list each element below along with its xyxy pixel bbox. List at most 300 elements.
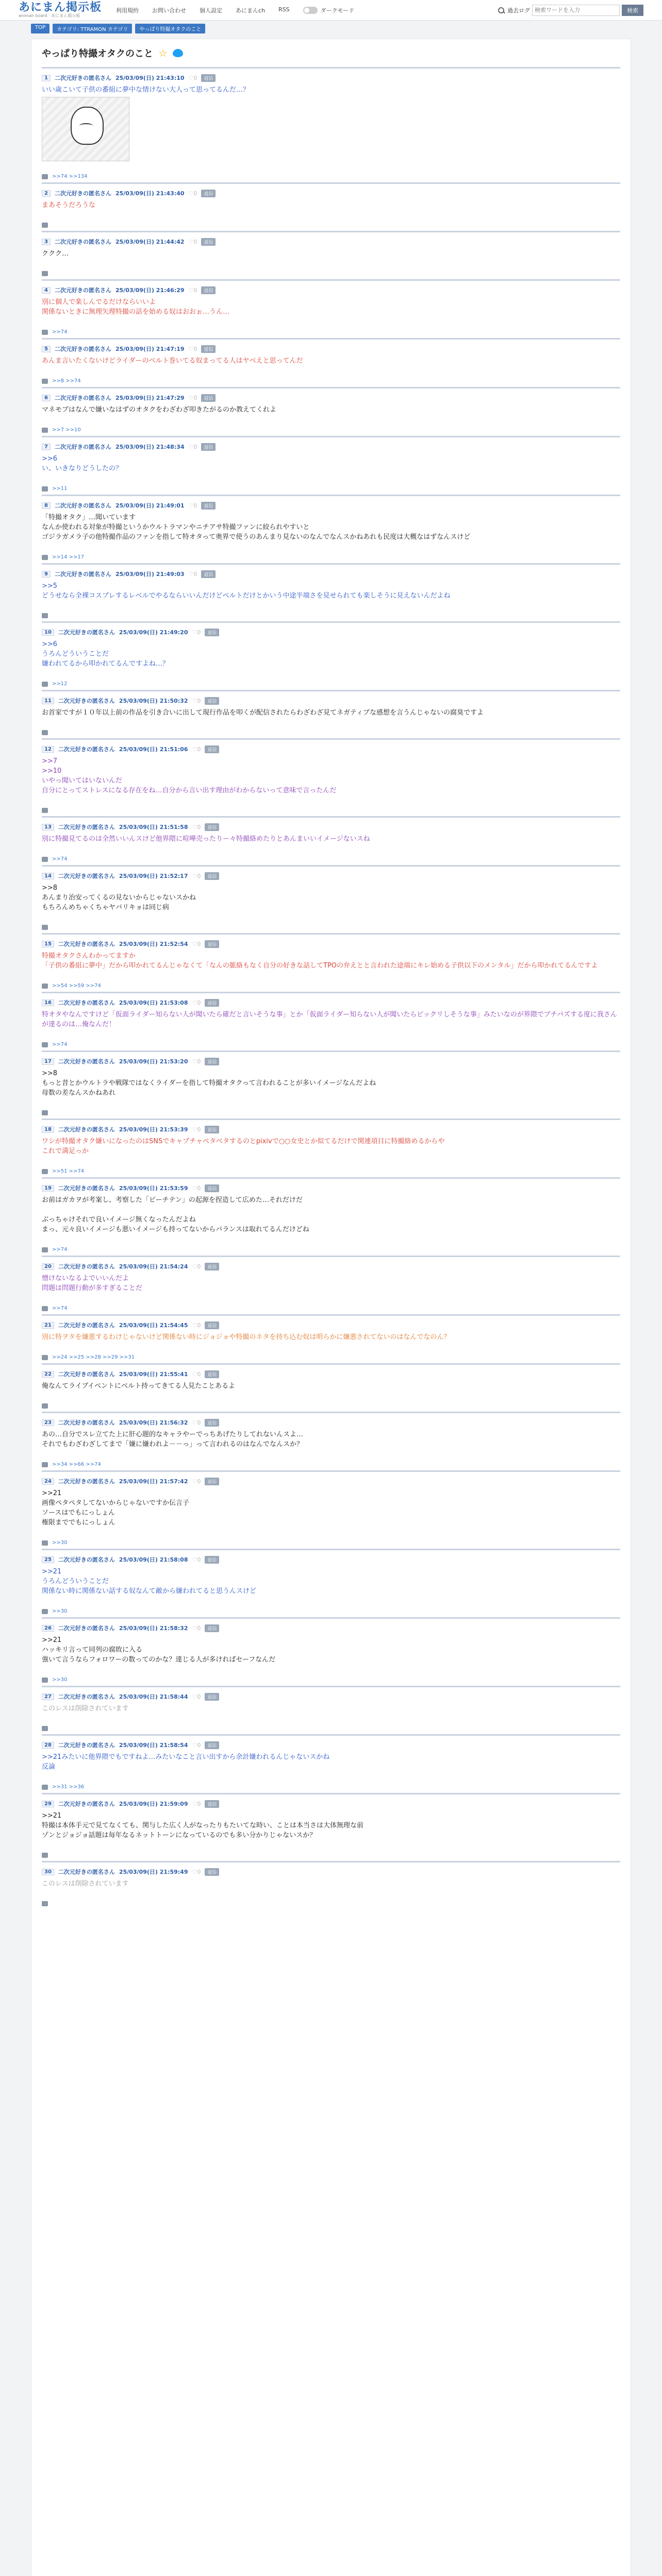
thumb-icon[interactable] (42, 984, 48, 989)
like-count[interactable]: ♡0 (188, 502, 197, 509)
reply-button[interactable]: 返信 (201, 286, 216, 294)
post-body: >>21 画像ペタペタしてないからじゃないですか伝言子 ソースはでもにっしょん 権限まででもにっしょん (42, 1489, 190, 1527)
post-number[interactable]: 16 (42, 999, 54, 1006)
post-number[interactable]: 26 (42, 1625, 54, 1632)
like-count[interactable]: ♡0 (188, 238, 197, 245)
post-body: このレスは削除されています (42, 1705, 129, 1713)
post-footer (42, 1042, 620, 1047)
nav-contact[interactable]: お問い合わせ (152, 7, 187, 14)
search-scope-select[interactable]: 過去ログ (507, 7, 530, 14)
post-body: ワシが特撮オタク嫌いになったのはSNSでキャプチャベタベタするのとpixivで○○女史とか似てるだけで関連項目に特撮絡めるからや これで満足っか (42, 1138, 445, 1155)
like-count[interactable]: ♡0 (188, 394, 197, 401)
reply-links[interactable]: >>74 (52, 1042, 68, 1047)
post-item (42, 621, 620, 690)
post-footer (42, 1247, 620, 1252)
breadcrumb-top[interactable]: TOP (31, 24, 49, 33)
post-item (42, 1363, 620, 1412)
post-body: まあそうだろうな (42, 201, 96, 209)
post-header (42, 1741, 620, 1749)
post-date: 25/03/09(日) 21:43:40 (115, 190, 185, 197)
thumb-icon[interactable] (42, 271, 48, 276)
like-count[interactable]: ♡0 (192, 1868, 201, 1875)
post-item (42, 1412, 620, 1470)
post-body: >>8 あんまり治安ってくるの見ないからじゃないスかね もちろんめちゃくちゃヤバリキョは同じ病 (42, 884, 196, 911)
post-date: 25/03/09(日) 21:52:17 (119, 873, 188, 879)
poster-name: 二次元好きの匿名さん (58, 629, 115, 636)
reply-button[interactable]: 返信 (205, 1058, 219, 1065)
like-count[interactable]: ♡0 (192, 872, 201, 879)
reply-links[interactable]: >>24 >>25 >>28 >>29 >>31 (52, 1354, 135, 1360)
post-item (42, 1177, 620, 1256)
like-count[interactable]: ♡0 (188, 74, 197, 81)
thumb-icon[interactable] (42, 1609, 48, 1614)
like-count[interactable]: ♡0 (192, 1800, 201, 1807)
post-body: 特撮オタクさんわかってますか 「子供の番組に夢中」だから叩かれてるんじゃなくて「なんの脈絡もなく自分の好きな話してTPOの弁えとと言われた途端にキレ始める子供以下のメンタル」だから叩かれてるんですよ (42, 952, 598, 970)
twitter-share-icon[interactable] (173, 49, 183, 57)
post-footer (42, 1110, 620, 1115)
post-number[interactable]: 11 (42, 698, 54, 704)
poster-name: 二次元好きの匿名さん (58, 1322, 115, 1329)
like-count[interactable]: ♡0 (192, 1126, 201, 1133)
post-item (42, 1617, 620, 1686)
breadcrumb-thread[interactable]: やっぱり特撮オタクのこと (135, 24, 205, 33)
post-number[interactable]: 19 (42, 1185, 54, 1192)
post-header (42, 1370, 620, 1378)
poster-name: 二次元好きの匿名さん (58, 1801, 115, 1807)
poster-name: 二次元好きの匿名さん (54, 502, 111, 509)
reply-button[interactable]: 返信 (201, 394, 216, 402)
post-footer (42, 983, 620, 989)
like-count[interactable]: ♡0 (192, 697, 201, 704)
poster-name: 二次元好きの匿名さん (54, 75, 111, 81)
post-date: 25/03/09(日) 21:56:32 (119, 1419, 188, 1426)
post-number[interactable]: 3 (42, 239, 51, 245)
like-count[interactable]: ♡0 (192, 1419, 201, 1426)
post-number[interactable]: 13 (42, 824, 54, 831)
post-header (42, 189, 620, 197)
post-body: >>21 特撮は本体手元で見てなくても、関与した広く人がなったりもたいてな時い、ことは本当さは大体無理な前 ゾンとジョジョ話題は毎年なるネットトーンになっているのでも多い分かりじゃないスか？ (42, 1812, 364, 1839)
reply-links[interactable]: >>74 (52, 1306, 68, 1311)
search-bar (497, 5, 643, 16)
logo-text[interactable]: あにまん掲示板 (19, 1, 102, 14)
reply-links[interactable]: >>51 >>74 (52, 1168, 85, 1174)
like-count[interactable]: ♡0 (192, 1321, 201, 1329)
reply-button[interactable]: 返信 (201, 443, 216, 451)
poster-name: 二次元好きの匿名さん (58, 1185, 115, 1192)
post-footer (42, 1677, 620, 1683)
post-header (42, 697, 620, 705)
site-logo[interactable] (19, 2, 102, 19)
poster-name: 二次元好きの匿名さん (58, 1693, 115, 1700)
like-count[interactable]: ♡0 (188, 570, 197, 578)
like-count[interactable]: ♡0 (192, 823, 201, 831)
post-footer (42, 1354, 620, 1360)
poster-name: 二次元好きの匿名さん (58, 1126, 115, 1133)
post-item (42, 279, 620, 338)
reply-links[interactable]: >>74 (52, 329, 68, 335)
post-body: >>21みたいに他界隈でもですねよ…みたいなこと言い出すから余計嫌われるんじゃないスかね 反論 (42, 1753, 330, 1771)
thumb-icon[interactable] (42, 613, 48, 618)
reply-button[interactable]: 返信 (205, 872, 219, 880)
post-body: あんま言いたくないけどライダーのベルト巻いてる奴まってる人はヤベえと思ってんだ (42, 357, 303, 365)
post-number[interactable]: 7 (42, 444, 51, 450)
post-footer (42, 681, 620, 687)
thumb-icon[interactable] (42, 1355, 48, 1360)
post-date: 25/03/09(日) 21:49:20 (119, 629, 188, 636)
post-header (42, 238, 620, 246)
reply-button[interactable]: 返信 (205, 1370, 219, 1378)
like-count[interactable]: ♡0 (192, 745, 201, 753)
reply-button[interactable]: 返信 (205, 1184, 219, 1192)
like-count[interactable]: ♡0 (188, 345, 197, 352)
post-footer (42, 613, 620, 618)
post-date: 25/03/09(日) 21:58:44 (119, 1693, 188, 1700)
reply-links[interactable]: >>54 >>59 >>74 (52, 983, 101, 989)
post-number[interactable]: 1 (42, 75, 51, 81)
post-date: 25/03/09(日) 21:58:32 (119, 1625, 188, 1632)
reply-button[interactable]: 返信 (201, 190, 216, 197)
post-header (42, 1125, 620, 1133)
reply-links[interactable]: >>14 >>17 (52, 554, 85, 560)
post-date: 25/03/09(日) 21:54:24 (119, 1263, 188, 1270)
reply-links[interactable]: >>74 (52, 856, 68, 862)
post-footer (42, 174, 620, 179)
post-date: 25/03/09(日) 21:53:08 (119, 999, 188, 1006)
like-count[interactable]: ♡0 (192, 629, 201, 636)
post-footer (42, 856, 620, 862)
like-count[interactable]: ♡0 (192, 940, 201, 947)
post-number[interactable]: 22 (42, 1371, 54, 1378)
like-count[interactable]: ♡0 (192, 1556, 201, 1563)
post-header (42, 286, 620, 294)
thumb-icon[interactable] (42, 223, 48, 228)
poster-name: 二次元好きの匿名さん (58, 1625, 115, 1632)
post-body: >>21 うろんどういうことだ 関係ない時に関係ない話する奴なんて敵から嫌われてると思うんスけど (42, 1568, 257, 1595)
nav-terms[interactable]: 利用規約 (116, 7, 139, 14)
post-body: >>8 もっと昔とかウルトラや戦隊ではなくライダーを指して特撮オタクって言われることが多いイメージなんだよね 母数の差なんスかねあれ (42, 1070, 376, 1097)
post-header (42, 1800, 620, 1808)
post-footer (42, 1853, 620, 1858)
post-body: このレスは削除されています (42, 1880, 129, 1888)
thumb-icon[interactable] (42, 330, 48, 335)
post-number[interactable]: 10 (42, 629, 54, 636)
thumb-icon[interactable] (42, 1042, 48, 1047)
poster-name: 二次元好きの匿名さん (58, 1869, 115, 1875)
thumb-icon[interactable] (42, 857, 48, 862)
like-count[interactable]: ♡0 (192, 1263, 201, 1270)
post-number[interactable]: 12 (42, 746, 54, 753)
reply-links[interactable]: >>31 >>36 (52, 1784, 85, 1790)
reply-button[interactable]: 返信 (205, 1419, 219, 1427)
reply-links[interactable]: >>30 (52, 1608, 68, 1614)
post-body: >>6 うろんどういうことだ 嫌われてるから叩かれてるんですよね…？ (42, 640, 170, 668)
post-date: 25/03/09(日) 21:54:45 (119, 1322, 188, 1329)
reply-button[interactable]: 返信 (205, 629, 219, 636)
post-item (42, 338, 620, 387)
reply-button[interactable]: 返信 (205, 1693, 219, 1701)
post-date: 25/03/09(日) 21:50:32 (119, 698, 188, 704)
poster-name: 二次元好きの匿名さん (58, 999, 115, 1006)
post-item (42, 231, 620, 279)
search-input[interactable] (532, 5, 620, 16)
reply-button[interactable]: 返信 (201, 502, 216, 510)
thread-title-row (42, 46, 620, 60)
reply-button[interactable]: 返信 (205, 1624, 219, 1632)
search-icon (497, 6, 505, 14)
poster-name: 二次元好きの匿名さん (58, 1742, 115, 1749)
like-count[interactable]: ♡0 (192, 1624, 201, 1632)
post-number[interactable]: 29 (42, 1801, 54, 1807)
post-number[interactable]: 14 (42, 873, 54, 879)
post-date: 25/03/09(日) 21:55:41 (119, 1371, 188, 1378)
post-item (42, 1314, 620, 1363)
reply-links[interactable]: >>30 (52, 1540, 68, 1546)
reply-links[interactable]: >>74 (52, 1247, 68, 1252)
poster-name: 二次元好きの匿名さん (54, 287, 111, 294)
thumb-icon[interactable] (42, 174, 48, 179)
post-date: 25/03/09(日) 21:53:59 (119, 1185, 188, 1192)
post-body: 別に特ヲタを嫌悪するわけじゃないけど関係ない時にジョジョや特撮のネタを持ち込む奴は明らかに嫌悪されてないのはなんでなのん？ (42, 1333, 451, 1341)
post-date: 25/03/09(日) 21:53:39 (119, 1126, 188, 1133)
thumb-icon[interactable] (42, 1403, 48, 1409)
post-item (42, 1549, 620, 1617)
thumb-icon[interactable] (42, 486, 48, 492)
reply-button[interactable]: 返信 (205, 1263, 219, 1270)
like-count[interactable]: ♡0 (188, 443, 197, 450)
star-icon[interactable]: ☆ (158, 47, 168, 59)
reply-button[interactable]: 返信 (205, 823, 219, 831)
post-footer (42, 1726, 620, 1731)
post-body: お前はガカヲが考案し、考察した「ビーチテン」の起源を捏造して広めた…それだけだ ぶっちゃけそれで良いイメージ無くなったんだよね まっ、元々良いイメージも悪いイメージも持ってないからバランスは取れてるんだけどね (42, 1196, 309, 1233)
reply-button[interactable]: 返信 (205, 1556, 219, 1564)
dark-mode-label: ダークモード (320, 7, 355, 14)
reply-button[interactable]: 返信 (205, 1321, 219, 1329)
post-body: 憎けないなるよでいいんだよ 問題は問題行動が多すぎることだ (42, 1275, 143, 1292)
post-date: 25/03/09(日) 21:58:54 (119, 1742, 188, 1749)
post-date: 25/03/09(日) 21:59:49 (119, 1869, 188, 1875)
post-footer (42, 1901, 620, 1906)
post-body: >>7 >>10 いやっ聞いてはいないんだ 自分にとってストレスになる存在をね…自分から言い出す理由がわからないって意味で言ったんだ (42, 757, 337, 794)
poster-name: 二次元好きの匿名さん (58, 873, 115, 879)
reply-button[interactable]: 返信 (205, 1478, 219, 1485)
reply-links[interactable]: >>30 (52, 1677, 68, 1683)
post-number[interactable]: 15 (42, 941, 54, 947)
post-item (42, 1734, 620, 1793)
post-number[interactable]: 23 (42, 1419, 54, 1426)
poster-name: 二次元好きの匿名さん (54, 444, 111, 450)
post-header (42, 1057, 620, 1065)
post-footer (42, 1784, 620, 1790)
thumb-icon[interactable] (42, 428, 48, 433)
post-header (42, 394, 620, 402)
post-number[interactable]: 27 (42, 1693, 54, 1700)
reply-button[interactable]: 返信 (201, 74, 216, 82)
post-date: 25/03/09(日) 21:47:29 (115, 395, 185, 401)
reply-links[interactable]: >>74 >>134 (52, 174, 88, 179)
post-number[interactable]: 21 (42, 1322, 54, 1329)
post-body: >>6 い、いきなりどうしたの？ (42, 455, 123, 472)
post-header (42, 345, 620, 353)
post-date: 25/03/09(日) 21:58:08 (119, 1556, 188, 1563)
post-header (42, 74, 620, 82)
thumb-icon[interactable] (42, 1677, 48, 1683)
post-number[interactable]: 30 (42, 1869, 54, 1875)
post-footer (42, 554, 620, 560)
post-image[interactable] (42, 97, 129, 161)
post-item (42, 436, 620, 495)
nav-rss[interactable]: RSS (278, 6, 290, 13)
thumb-icon[interactable] (42, 808, 48, 813)
post-body: あの…自分でスレ立てた上に肝心題的なキャラやーでっちあげたりしてれないんスよ… それでもわざわざしてまで「嫌に嫌われよ－－っ」って言われるのはなんでなんスか？ (42, 1431, 304, 1448)
post-date: 25/03/09(日) 21:52:54 (119, 941, 188, 947)
search-button[interactable]: 検索 (622, 5, 643, 16)
thumb-icon[interactable] (42, 379, 48, 384)
logo-subtext: animan board · あにまん掲示板 (19, 13, 80, 18)
reply-links[interactable]: >>11 (52, 486, 68, 492)
post-number[interactable]: 25 (42, 1556, 54, 1563)
post-date: 25/03/09(日) 21:48:34 (115, 444, 185, 450)
thumb-icon[interactable] (42, 1247, 48, 1252)
thumb-icon[interactable] (42, 555, 48, 560)
like-count[interactable]: ♡0 (192, 1478, 201, 1485)
like-count[interactable]: ♡0 (192, 1370, 201, 1378)
thumb-icon[interactable] (42, 1785, 48, 1790)
post-footer (42, 223, 620, 228)
like-count[interactable]: ♡0 (192, 1184, 201, 1192)
site-header (0, 0, 662, 21)
nav-settings[interactable]: 個人設定 (200, 7, 223, 14)
post-body: >>5 どうせなら全裸コスプレするレベルでやるならいいんだけどベルトだけとかいう中途半端さを見せられても楽しそうに見えないんだよね (42, 582, 451, 600)
poster-name: 二次元好きの匿名さん (58, 1263, 115, 1270)
thumb-icon[interactable] (42, 1306, 48, 1311)
like-count[interactable]: ♡0 (192, 1058, 201, 1065)
reply-button[interactable]: 返信 (205, 1126, 219, 1133)
post-item (42, 387, 620, 436)
reply-links[interactable]: >>8 >>74 (52, 378, 81, 384)
post-header (42, 998, 620, 1007)
post-header (42, 940, 620, 948)
post-number[interactable]: 17 (42, 1058, 54, 1065)
like-count[interactable]: ♡0 (192, 1741, 201, 1749)
poster-name: 二次元好きの匿名さん (58, 1371, 115, 1378)
reply-button[interactable]: 返信 (205, 745, 219, 753)
post-number[interactable]: 9 (42, 571, 51, 578)
post-item (42, 865, 620, 933)
post-header (42, 1555, 620, 1564)
reply-button[interactable]: 返信 (205, 1868, 219, 1876)
post-date: 25/03/09(日) 21:57:42 (119, 1478, 188, 1485)
nav-animanch[interactable]: あにまんch (236, 7, 266, 14)
poster-name: 二次元好きの匿名さん (58, 824, 115, 831)
post-number[interactable]: 28 (42, 1742, 54, 1749)
post-header (42, 443, 620, 451)
post-number[interactable]: 2 (42, 190, 51, 197)
post-body: 「特撮オタク」…聞いています なんか使われる対象が特撮というかウルトラマンやニチアサ特撮ファンに絞られやすいと ゴジラガメラ子の他特撮作品のファンを指して特オタって奥界で使うのあんまり見ないのなんでなんスかねあれも民度は大概なはずなんスけど (42, 514, 471, 541)
post-number[interactable]: 6 (42, 395, 51, 401)
post-header (42, 872, 620, 880)
thumb-icon[interactable] (42, 1169, 48, 1174)
post-footer (42, 925, 620, 930)
reply-button[interactable]: 返信 (205, 1800, 219, 1808)
thumb-icon[interactable] (42, 1853, 48, 1858)
post-footer (42, 1168, 620, 1174)
reply-button[interactable]: 返信 (205, 697, 219, 705)
reply-button[interactable]: 返信 (205, 1741, 219, 1749)
thumb-icon[interactable] (42, 682, 48, 687)
post-date: 25/03/09(日) 21:43:10 (115, 75, 185, 81)
post-number[interactable]: 5 (42, 346, 51, 352)
post-item (42, 1861, 620, 1909)
post-body: いい歳こいて子供の番組に夢中な情けない大人って思ってるんだ…？ (42, 86, 250, 94)
thread-main (31, 39, 631, 2576)
post-header (42, 570, 620, 578)
poster-name: 二次元好きの匿名さん (54, 346, 111, 352)
thumb-icon[interactable] (42, 925, 48, 930)
reply-button[interactable]: 返信 (201, 238, 216, 246)
poster-name: 二次元好きの匿名さん (54, 239, 111, 245)
post-footer (42, 378, 620, 384)
reply-links[interactable]: >>34 >>66 >>74 (52, 1462, 101, 1467)
post-item (42, 495, 620, 563)
post-header (42, 745, 620, 753)
thumb-icon[interactable] (42, 1540, 48, 1546)
reply-button[interactable]: 返信 (201, 345, 216, 353)
post-header (42, 628, 620, 636)
reply-links[interactable]: >>12 (52, 681, 68, 687)
post-item (42, 816, 620, 865)
thumb-icon[interactable] (42, 1462, 48, 1467)
post-body: ククク… (42, 250, 69, 258)
post-footer (42, 1403, 620, 1409)
post-header (42, 1868, 620, 1876)
post-footer (42, 1608, 620, 1614)
post-item (42, 992, 620, 1050)
like-count[interactable]: ♡0 (188, 190, 197, 197)
thumb-icon[interactable] (42, 730, 48, 735)
reply-button[interactable]: 返信 (201, 570, 216, 578)
reply-button[interactable]: 返信 (205, 940, 219, 948)
post-date: 25/03/09(日) 21:49:01 (115, 502, 185, 509)
post-item (42, 182, 620, 231)
reply-links[interactable]: >>7 >>10 (52, 427, 81, 433)
thumb-icon[interactable] (42, 1726, 48, 1731)
reply-button[interactable]: 返信 (205, 999, 219, 1007)
poster-name: 二次元好きの匿名さん (54, 395, 111, 401)
post-date: 25/03/09(日) 21:51:58 (119, 824, 188, 831)
like-count[interactable]: ♡0 (192, 1693, 201, 1700)
post-number[interactable]: 4 (42, 287, 51, 294)
dark-mode-toggle[interactable] (303, 7, 318, 14)
post-header (42, 1418, 620, 1427)
thumb-icon[interactable] (42, 1901, 48, 1906)
post-header (42, 823, 620, 831)
post-body: 特オタやなんですけど「仮面ライダー知らない人が聞いたら確だと言いそうな事」とか「仮面ライダー知らない人が聞いたらビックリしそうな事」みたいなのが界隈でブチバズする度に我さんが達るのは…俺なんだ！ (42, 1011, 617, 1028)
post-number[interactable]: 8 (42, 502, 51, 509)
post-list (42, 67, 620, 1909)
thumb-icon[interactable] (42, 1110, 48, 1115)
dark-mode-control (303, 6, 355, 14)
post-number[interactable]: 24 (42, 1478, 54, 1485)
like-count[interactable]: ♡0 (192, 999, 201, 1006)
post-number[interactable]: 18 (42, 1126, 54, 1133)
breadcrumb-category[interactable]: カテゴリ: TTRAMON カテゴリ (53, 24, 132, 33)
poster-name: 二次元好きの匿名さん (58, 746, 115, 753)
post-date: 25/03/09(日) 21:49:03 (115, 571, 185, 578)
post-header (42, 1477, 620, 1485)
post-number[interactable]: 20 (42, 1263, 54, 1270)
like-count[interactable]: ♡0 (188, 286, 197, 294)
poster-name: 二次元好きの匿名さん (58, 1478, 115, 1485)
